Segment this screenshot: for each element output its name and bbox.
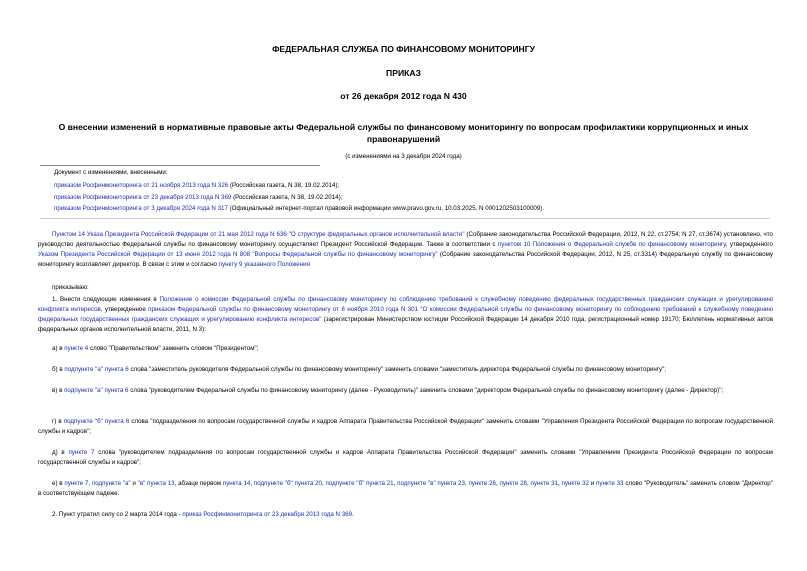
clause-link[interactable]: пункте 32	[561, 480, 590, 487]
document-date-number: от 26 декабря 2012 года N 430	[340, 91, 467, 101]
clause-link[interactable]: пункте 33	[596, 480, 624, 487]
clause-link[interactable]: пункте 26	[468, 480, 496, 487]
item-1-paragraph: 1. Внести следующие изменения в Положение о комиссии Федеральной службы по финансовому мониторингу по соблюдению требований к служебному поведению федеральных государственных гражданских служащих и урегулированию конфликта интересов, утвержденное приказом Федеральной службы по финансовому мониторингу от 8 ноября 2010 года N 301 "О комиссии Федеральной службы по финансовому мониторингу по соблюдению требований к служебному поведению федеральных государственных гражданских служащих и урегулированию конфликта интересов" (зарегистрирован Министерством юстиции Российской Федерации 14 декабря 2010 года, регистрационный номер 19170; Бюллетень нормативных актов федеральных органов исполнительной власти, 2011, N 3):	[38, 296, 774, 333]
decree-636-link[interactable]: Пунктом 14 Указа Президента Российской Федерации от 21 мая 2012 года N 636 "О структуре федеральных органов исполнительной власти"	[52, 231, 465, 238]
clause-link[interactable]: пункте 31	[530, 480, 558, 487]
clause-link[interactable]: подпункте "б" пункта 21	[325, 480, 394, 487]
amendment-link[interactable]: приказом Росфинмониторинга от 23 декабря 2013 года N 369	[54, 194, 232, 201]
separator-long	[40, 218, 770, 219]
clause-link[interactable]: подпункте "б" пункта 6	[63, 418, 130, 425]
clause-link[interactable]: пункте 7, подпункте "а"	[64, 480, 131, 487]
item-2-paragraph: 2. Пункт утратил силу со 2 марта 2014 года - приказ Росфинмониторинга от 23 декабря 2013 года N 369.	[52, 511, 354, 518]
order-369-link[interactable]: приказ Росфинмониторинга от 23 декабря 2013 года N 369	[182, 511, 353, 518]
amendment-item: приказом Росфинмониторинга от 3 декабря 2024 года N 317 (Официальный интернет-портал правовой информации www.pravo.gov.ru, 10.03.2025, N 0001202503100009).	[54, 205, 545, 212]
order-301-link[interactable]: приказом Федеральной службы по финансовому мониторингу от 8 ноября 2010 года N 301 "О комиссии Федеральной службы по финансовому мониторингу по соблюдению требований к служебному поведению федеральных государственных гражданских служащих и урегулированию конфликта интересов"	[38, 306, 774, 323]
separator-short	[40, 165, 320, 166]
clause-link[interactable]: подпункте "а" пункта 6	[64, 366, 129, 373]
preamble-paragraph: Пунктом 14 Указа Президента Российской Федерации от 21 мая 2012 года N 636 "О структуре федеральных органов исполнительной власти" (Собрание законодательства Российской Федерации, 2012, N 22, ст.2754; N 27, ст.3674) установлено, что руководство деятельностью Федеральной службы по финансовому мониторингу осуществляет Президент Российской Федерации. Также в соответствии с пунктом 10 Положения о Федеральной службе по финансовому мониторингу, утвержденного Указом Президента Российской Федерации от 13 июня 2012 года N 808 "Вопросы Федеральной службы по финансовому мониторингу" (Собрание законодательства Российской Федерации, 2012, N 25, ст.3314) Федеральную службу по финансовому мониторингу возглавляет директор. В связи с этим и согласно пункту 9 указанного Положения	[38, 231, 773, 268]
agency-name: ФЕДЕРАЛЬНАЯ СЛУЖБА ПО ФИНАНСОВОМУ МОНИТОРИНГУ	[272, 44, 535, 54]
regulation-clause-10-link[interactable]: пунктом 10 Положения о Федеральной службе по финансовому мониторингу	[497, 241, 726, 248]
document-type: ПРИКАЗ	[386, 68, 421, 78]
clause-link[interactable]: подпункте "в" пункта 23	[397, 480, 465, 487]
subitem-a: а) в пункте 4 слово "Правительством" заменить словом "Президентом";	[52, 345, 259, 352]
clause-link[interactable]: подпункте "б" пункта 20	[253, 480, 322, 487]
amendments-intro: Документ с изменениями, внесенными:	[54, 169, 168, 176]
amendment-item: приказом Росфинмониторинга от 21 ноября 2013 года N 326 (Российская газета, N 38, 19.02.2014);	[54, 182, 340, 189]
clause-link[interactable]: подпункте "а" пункта 6	[64, 387, 129, 394]
regulation-clause-9-link[interactable]: пункту 9 указанного Положения	[218, 261, 310, 268]
subitem-v: в) в подпункте "а" пункта 6 слова "руководителем Федеральной службы по финансовому мониторингу (далее - Руководитель)" заменить словами "директором Федеральной службы по финансовому мониторингу (далее - Директор)";	[52, 387, 724, 394]
subitem-b: б) в подпункте "а" пункта 6 слова "заместитель руководителя Федеральной службы по финансовому мониторингу" заменить словами "заместитель директора Федеральной службы по финансовому мониторингу";	[52, 366, 667, 373]
clause-link[interactable]: пункте 7	[68, 449, 95, 456]
commission-regulation-link[interactable]: Положение о комиссии Федеральной службы по финансовому мониторингу по соблюдению требований к служебному поведению федеральных государственных гражданских служащих и урегулированию конфликта интересов	[38, 296, 773, 313]
amendment-link[interactable]: приказом Росфинмониторинга от 21 ноября 2013 года N 326	[54, 182, 229, 189]
amendment-link[interactable]: приказом Росфинмониторинга от 3 декабря 2024 года N 317	[54, 205, 228, 212]
clause-link[interactable]: пункта 14	[222, 480, 251, 487]
document-title: О внесении изменений в нормативные правовые акты Федеральной службы по финансовому мониторингу по вопросам профилактики коррупционных и иных правонарушений	[58, 122, 749, 144]
amendment-item: приказом Росфинмониторинга от 23 декабря 2013 года N 369 (Российская газета, N 38, 19.02.2014);	[54, 194, 343, 201]
clause-link[interactable]: пункте 28	[499, 480, 527, 487]
clause-link[interactable]: пункте 4	[64, 345, 89, 352]
subitem-g: г) в подпункте "б" пункта 6 слова "подразделения по вопросам государственной службы и кадров Аппарата Правительства Российской Федерации" заменить словами "Управления Президента Российской Федерации по вопросам государственной службы и кадров";	[38, 418, 773, 435]
revision-note: (с изменениями на 3 декабря 2024 года)	[345, 153, 462, 160]
subitem-d: д) в пункте 7 слова "руководителем подразделения по вопросам государственной службы и кадров Аппарата Правительства Российской Федерации" заменить словами "Управлением Президента Российской Федерации по вопросам государственной службы и кадров";	[38, 449, 773, 466]
subitem-e: е) в пункте 7, подпункте "а" и "в" пункта 13, абзаце первом пункта 14, подпункте "б" пункта 20, подпункте "б" пункта 21, подпункте "в" пункта 23, пункте 26, пункте 28, пункте 31, пункте 32 и пункте 33 слово "Руководитель" заменить словом "Директор" в соответствующем падеже.	[38, 480, 773, 497]
decree-808-link[interactable]: Указом Президента Российской Федерации от 13 июня 2012 года N 808 "Вопросы Федеральной службы по финансовому мониторингу"	[38, 251, 438, 258]
order-word: приказываю:	[52, 284, 89, 291]
clause-link[interactable]: "в" пункта 13	[137, 480, 175, 487]
